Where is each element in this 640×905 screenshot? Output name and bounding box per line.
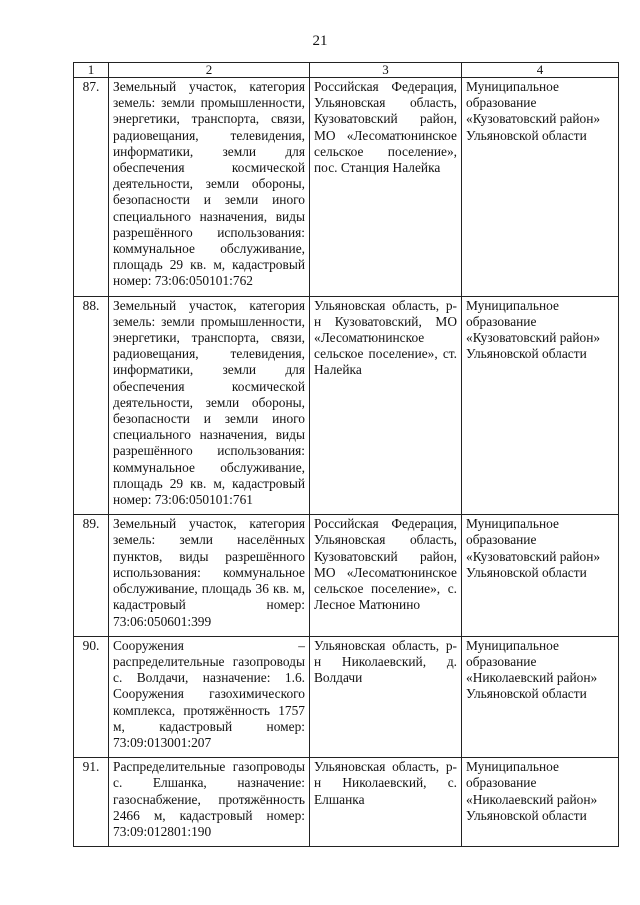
object-owner: Муниципальное образование «Кузоватовский район» Ульяновской области	[462, 515, 619, 636]
object-location: Ульяновская область, р-н Кузоватовский, МО «Лесоматюнинское сельское поселение», ст. Налейка	[310, 296, 462, 515]
column-header-1: 1	[74, 63, 109, 78]
page-number: 21	[312, 33, 328, 49]
table-row	[74, 515, 619, 636]
row-number: 90.	[74, 636, 109, 757]
object-description: Сооружения – распределительные газопроводы с. Волдачи, назначение: 1.6. Сооружения газохимического комплекса, протяжённость 1757 м, кадастровый номер: 73:09:013001:207	[109, 636, 310, 757]
object-owner: Муниципальное образование «Николаевский район» Ульяновской области	[462, 636, 619, 757]
row-number: 91.	[74, 758, 109, 847]
object-owner: Муниципальное образование «Кузоватовский район» Ульяновской области	[462, 296, 619, 515]
property-table	[73, 62, 619, 847]
table-row	[74, 636, 619, 757]
column-header-2: 2	[109, 63, 310, 78]
object-description: Распределительные газопроводы с. Елшанка, назначение: газоснабжение, протяжённость 2466 м, кадастровый номер: 73:09:012801:190	[109, 758, 310, 847]
table-row	[74, 758, 619, 847]
object-description: Земельный участок, категория земель: земли промышленности, энергетики, транспорта, связи, радиовещания, телевидения, информатики, земли для обеспечения космической деятельности, земли обороны, безопасности и земли иного специального назначения, виды разрешённого использования: коммунальное обслуживание, площадь 29 кв. м, кадастровый номер: 73:06:050101:762	[109, 78, 310, 297]
row-number: 89.	[74, 515, 109, 636]
object-location: Российская Федерация, Ульяновская область, Кузоватовский район, МО «Лесоматюнинское сельское поселение», пос. Станция Налейка	[310, 78, 462, 297]
row-number: 88.	[74, 296, 109, 515]
object-location: Ульяновская область, р-н Николаевский, с. Елшанка	[310, 758, 462, 847]
object-owner: Муниципальное образование «Кузоватовский район» Ульяновской области	[462, 78, 619, 297]
object-description: Земельный участок, категория земель: земли промышленности, энергетики, транспорта, связи, радиовещания, телевидения, информатики, земли для обеспечения космической деятельности, земли обороны, безопасности и земли иного специального назначения, виды разрешённого использования: коммунальное обслуживание, площадь 29 кв. м, кадастровый номер: 73:06:050101:761	[109, 296, 310, 515]
table-header-row	[74, 63, 619, 78]
table-row	[74, 296, 619, 515]
table-row	[74, 78, 619, 297]
object-location: Ульяновская область, р-н Николаевский, д. Волдачи	[310, 636, 462, 757]
row-number: 87.	[74, 78, 109, 297]
object-location: Российская Федерация, Ульяновская область, Кузоватовский район, МО «Лесоматюнинское сельское поселение», с. Лесное Матюнино	[310, 515, 462, 636]
column-header-4: 4	[462, 63, 619, 78]
column-header-3: 3	[310, 63, 462, 78]
object-owner: Муниципальное образование «Николаевский район» Ульяновской области	[462, 758, 619, 847]
object-description: Земельный участок, категория земель: земли населённых пунктов, виды разрешённого использования: коммунальное обслуживание, площадь 36 кв. м, кадастровый номер: 73:06:050601:399	[109, 515, 310, 636]
